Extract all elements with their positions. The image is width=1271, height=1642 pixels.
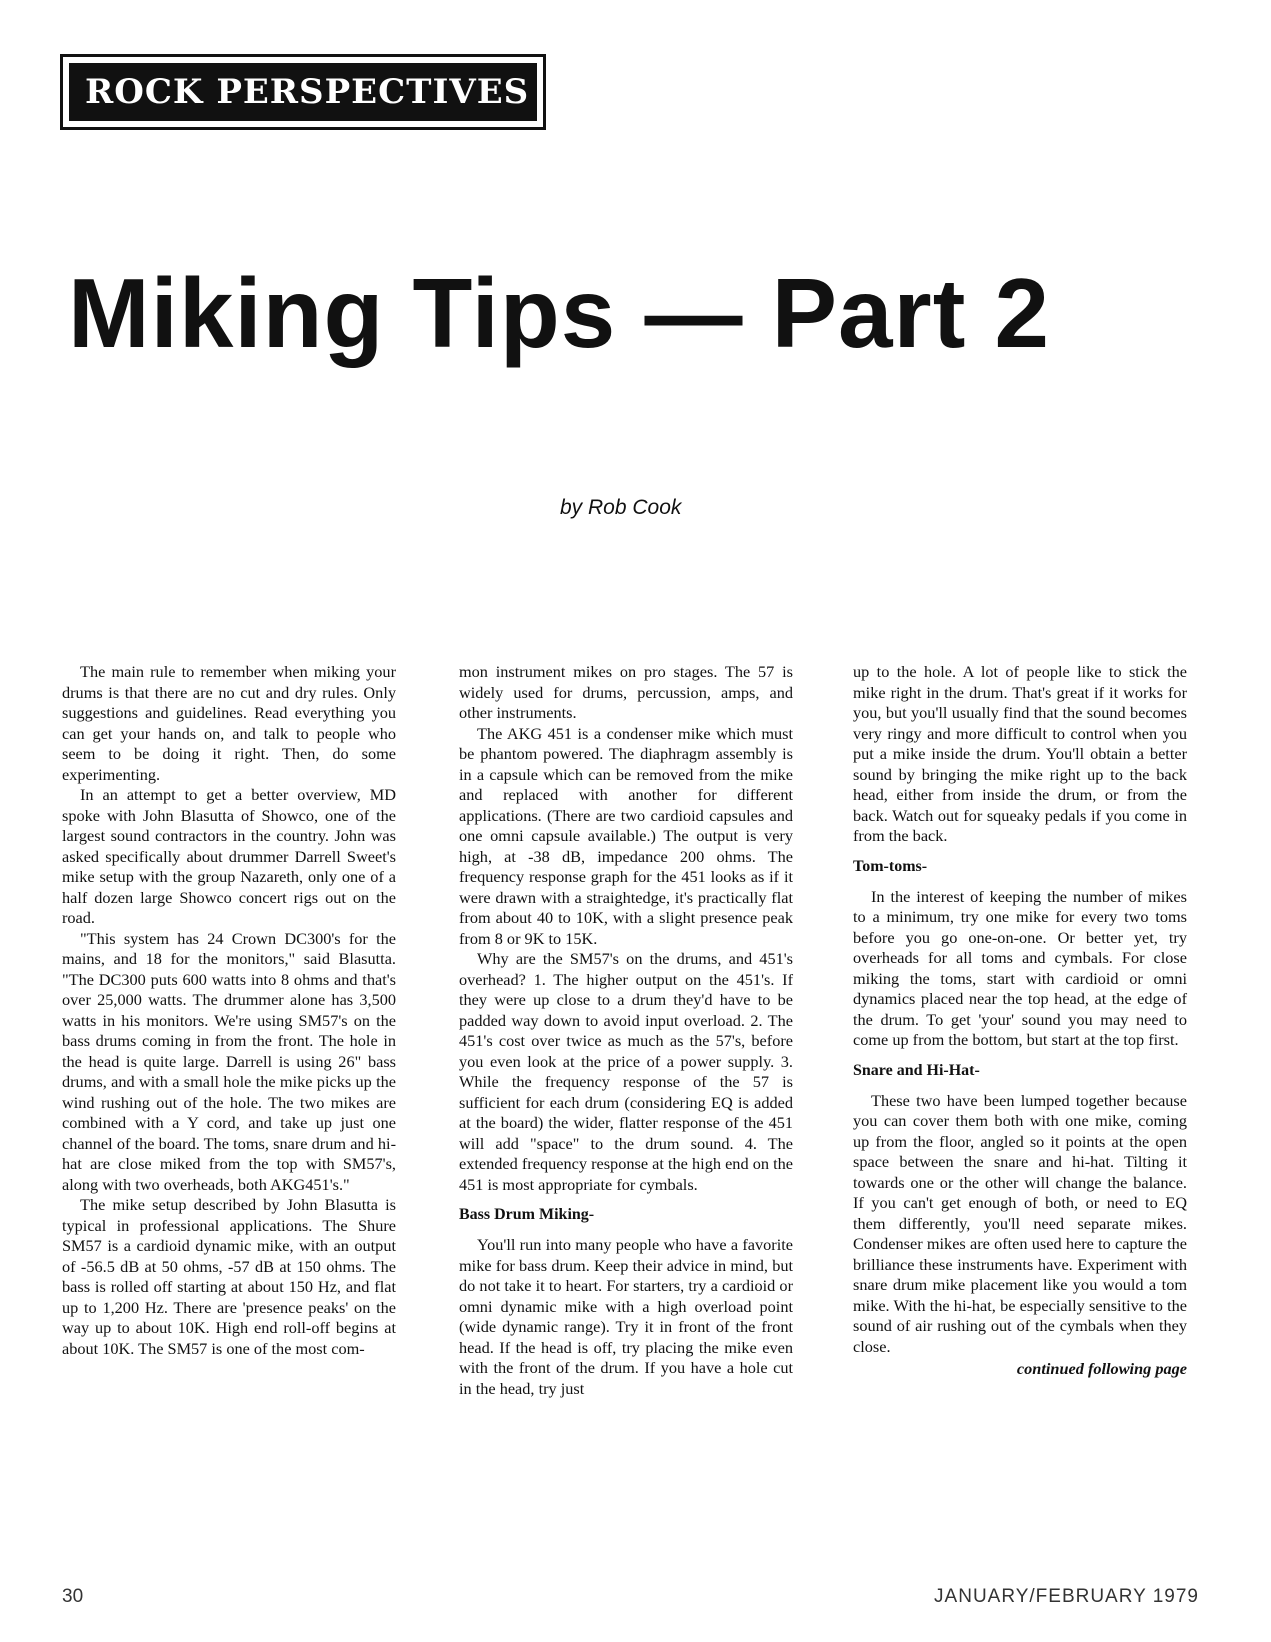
article-title: Miking Tips — Part 2 xyxy=(68,258,1051,368)
paragraph: up to the hole. A lot of people like to stick the mike right in the drum. That's great if it works for you, but you'll usually find that the sound becomes very ringy and more difficult to control when you put a mike inside the drum. You'll obtain a better sound by bringing the mike right up to the back head, either from inside the drum, or from the back. Watch out for squeaky pedals if you come in from the back. xyxy=(853,662,1187,845)
paragraph: In the interest of keeping the number of mikes to a minimum, try one mike for every two toms before you go one-on-one. Or better yet, try overheads for all toms and cymbals. For close miking the toms, start with cardioid or omni dynamics placed near the top head, at the edge of the drum. To get 'your' sound you may need to come up from the bottom, but start at the top first. xyxy=(853,886,1187,1049)
subheading-bass-drum: Bass Drum Miking- xyxy=(459,1206,595,1223)
continued-note: continued following page xyxy=(1016,1359,1187,1378)
issue-date: JANUARY/FEBRUARY 1979 xyxy=(934,1586,1199,1607)
page-number: 30 xyxy=(62,1586,84,1607)
paragraph: The main rule to remember when miking your drums is that there are no cut and dry rules. Only suggestions and guidelines. Read everything you can get your hands on, and talk to people who seem to be doing it right. Then, do some experimenting. xyxy=(62,662,396,784)
paragraph: mon instrument mikes on pro stages. The 57 is widely used for drums, percussion, amps, and other instruments. xyxy=(459,662,793,722)
column-1 xyxy=(62,662,396,1359)
subheading-tom-toms: Tom-toms- xyxy=(853,857,928,875)
paragraph: These two have been lumped together because you can cover them both with one mike, coming up from the floor, angled so it points at the open space between the snare and hi-hat. Tilting it towards one or the other will change the balance. If you can't get enough of both, or need to EQ them differently, you'll need separate mikes. Condenser mikes are often used here to capture the brilliance these instruments have. Experiment with snare drum mike placement like you would a tom mike. With the hi-hat, be especially sensitive to the sound of air rushing out of the cymbals when they close. xyxy=(853,1090,1187,1356)
byline: by Rob Cook xyxy=(560,496,682,519)
section-tag-label: ROCK PERSPECTIVES xyxy=(69,63,537,121)
column-3 xyxy=(853,662,1187,1380)
subheading-snare-hihat: Snare and Hi-Hat- xyxy=(853,1061,980,1079)
paragraph: "This system has 24 Crown DC300's for the mains, and 18 for the monitors," said Blasutta. "The DC300 puts 600 watts into 8 ohms and that's over 25,000 watts. The drummer alone has 3,500 watts in his monitors. We're using SM57's on the bass drums coming in from the front. The hole in the head is quite large. Darrell is using 26" bass drums, and with a small hole the mike picks up the wind rushing out of the hole. The two mikes are combined with a Y cord, and take up just one channel of the board. The toms, snare drum and hi-hat are close miked from the top with SM57's, along with two overheads, both AKG451's." xyxy=(62,928,396,1194)
paragraph: Why are the SM57's on the drums, and 451's overhead? 1. The higher output on the 451's. If they were up close to a drum they'd have to be padded way down to avoid input overload. 2. The 451's cost over twice as much as the 57's, before you even look at the price of a power supply. 3. While the frequency response of the 57 is sufficient for each drum (considering EQ is added at the board) the wider, flatter response of the 451 will add "space" to the drum sound. 4. The extended frequency response at the high end on the 451 is most appropriate for cymbals. xyxy=(459,949,793,1194)
paragraph: You'll run into many people who have a favorite mike for bass drum. Keep their advice in mind, but do not take it to heart. For starters, try a cardioid or omni dynamic mike with a high overload point (wide dynamic range). Try it in front of the front head. If the head is off, try placing the mike even with the front of the drum. If you have a hole cut in the head, try just xyxy=(459,1235,793,1398)
paragraph: The AKG 451 is a condenser mike which must be phantom powered. The diaphragm assembly is in a capsule which can be removed from the mike and replaced with another for different applications. (There are two cardioid capsules and one omni capsule available.) The output is very high, at -38 dB, impedance 200 ohms. The frequency response graph for the 451 looks as if it were drawn with a straightedge, it's practically flat from about 40 to 10K, with a slight presence peak from 8 or 9K to 15K. xyxy=(459,723,793,948)
column-2 xyxy=(459,662,793,1399)
paragraph: The mike setup described by John Blasutta is typical in professional applications. The Shure SM57 is a cardioid dynamic mike, with an output of -56.5 dB at 50 ohms, -57 dB at 150 ohms. The bass is rolled off starting at about 150 Hz, and flat up to 1,200 Hz. There are 'presence peaks' on the way up to about 10K. High end roll-off begins at about 10K. The SM57 is one of the most com- xyxy=(62,1195,396,1358)
section-tag xyxy=(60,54,546,130)
paragraph: In an attempt to get a better overview, MD spoke with John Blasutta of Showco, one of the largest sound contractors in the country. John was asked specifically about drummer Darrell Sweet's mike setup with the group Nazareth, only one of a half dozen large Showco concert rigs out on the road. xyxy=(62,785,396,927)
